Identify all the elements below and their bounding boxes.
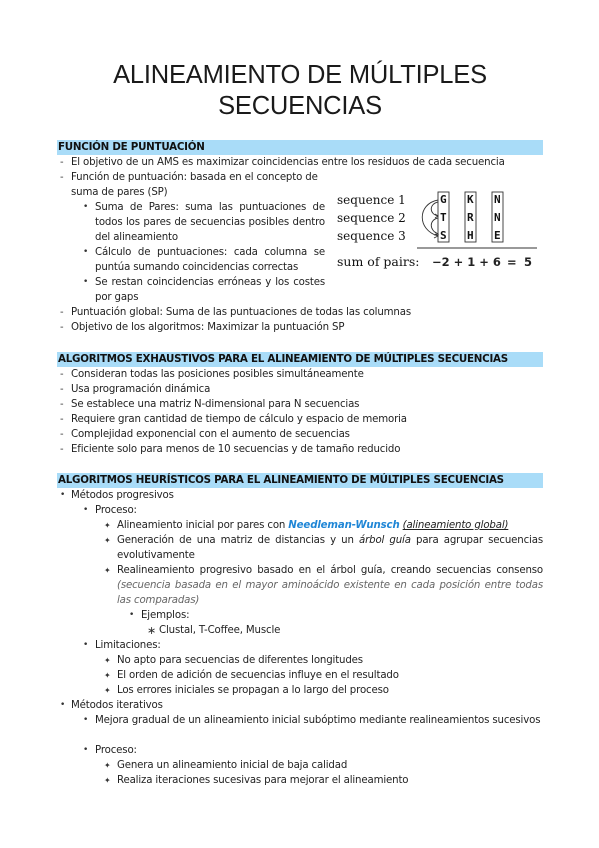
list-item: Suma de Pares: suma las puntuaciones de todos los pares de secuencias posibles dentro del alineamiento: [95, 202, 325, 243]
residue: N: [494, 211, 501, 224]
list-item: Cálculo de puntuaciones: cada columna se puntúa sumando coincidencias correctas: [95, 247, 325, 273]
bullet-dash-icon: -: [60, 157, 64, 168]
bullet-asterisk-icon: ∗: [147, 624, 157, 637]
global-alignment-note: (alineamiento global): [402, 520, 509, 531]
list-item: Limitaciones:: [95, 640, 161, 651]
text-span: para agrupar secuencias evolutivamente: [117, 535, 543, 561]
sequence-label: sequence 3: [337, 229, 406, 243]
sum-of-pairs-figure: [337, 190, 547, 280]
residue: R: [467, 211, 474, 224]
list-item: Métodos iterativos: [71, 700, 163, 711]
list-item: Realiza iteraciones sucesivas para mejorar el alineamiento: [117, 775, 409, 786]
list-item: Se establece una matriz N-dimensional para N secuencias: [71, 399, 360, 410]
bullet-diamond-icon: ✦: [104, 686, 111, 695]
list-item: Requiere gran cantidad de tiempo de cálculo y espacio de memoria: [71, 414, 407, 425]
list-item: Objetivo de los algoritmos: Maximizar la puntuación SP: [71, 322, 345, 333]
bullet-dot-icon: •: [83, 745, 89, 755]
list-item: [117, 518, 508, 533]
text-span: Realineamiento progresivo basado en el árbol guía, creando secuencias consenso: [117, 565, 543, 576]
bullet-dot-icon: •: [83, 277, 89, 287]
bullet-dot-icon: •: [60, 490, 66, 500]
bullet-dash-icon: -: [60, 307, 64, 318]
text-span: Generación de una matriz de distancias y un: [117, 535, 359, 546]
bullet-dash-icon: -: [60, 444, 64, 455]
title-line-1: ALINEAMIENTO DE MÚLTIPLES: [113, 61, 487, 89]
bullet-dash-icon: -: [60, 172, 64, 183]
bullet-dash-icon: -: [60, 414, 64, 425]
list-item: No apto para secuencias de diferentes longitudes: [117, 655, 363, 666]
consensus-note: (secuencia basada en el mayor aminoácido existente en cada posición entre todas las comparadas): [117, 580, 543, 606]
bullet-dot-icon: •: [83, 640, 89, 650]
bullet-diamond-icon: ✦: [104, 761, 111, 770]
list-item: Complejidad exponencial con el aumento de secuencias: [71, 429, 350, 440]
list-item: [117, 563, 543, 608]
list-item: El orden de adición de secuencias influye en el resultado: [117, 670, 399, 681]
list-item: Consideran todas las posiciones posibles simultáneamente: [71, 369, 364, 380]
sum-of-pairs-label: sum of pairs:: [337, 254, 420, 269]
bullet-dot-icon: •: [83, 247, 89, 257]
residue: E: [494, 229, 501, 242]
bullet-diamond-icon: ✦: [104, 521, 111, 530]
residue: N: [494, 193, 501, 206]
list-item: Función de puntuación: basada en el concepto de: [71, 172, 318, 183]
bullet-dot-icon: •: [129, 610, 135, 620]
guide-tree-term: árbol guía: [359, 535, 411, 546]
residue: G: [440, 193, 447, 206]
list-item: Proceso:: [95, 745, 137, 756]
equals-sign: =: [507, 255, 517, 269]
needleman-wunsch-term: Needleman-Wunsch: [288, 520, 400, 531]
list-item: suma de pares (SP): [71, 187, 168, 198]
section-heading-heuristic: ALGORITMOS HEURÍSTICOS PARA EL ALINEAMIENTO DE MÚLTIPLES SECUENCIAS: [57, 473, 543, 488]
sequence-label: sequence 1: [337, 193, 406, 207]
list-item: Genera un alineamiento inicial de baja calidad: [117, 760, 348, 771]
residue: T: [440, 211, 447, 224]
list-item: Usa programación dinámica: [71, 384, 211, 395]
bullet-diamond-icon: ✦: [104, 566, 111, 575]
bullet-dash-icon: -: [60, 322, 64, 333]
bullet-dot-icon: •: [60, 700, 66, 710]
bullet-dot-icon: •: [83, 202, 89, 212]
sequence-label: sequence 2: [337, 211, 406, 225]
bullet-diamond-icon: ✦: [104, 536, 111, 545]
sum-expression: −2 + 1 + 6: [432, 255, 501, 269]
text-span: Alineamiento inicial por pares con: [117, 520, 289, 531]
list-item: El objetivo de un AMS es maximizar coincidencias entre los residuos de cada secuencia: [71, 157, 505, 168]
document-title: [57, 60, 543, 122]
bullet-dot-icon: •: [83, 505, 89, 515]
bullet-dash-icon: -: [60, 384, 64, 395]
bullet-dash-icon: -: [60, 429, 64, 440]
section-heading-exhaustive: ALGORITMOS EXHAUSTIVOS PARA EL ALINEAMIENTO DE MÚLTIPLES SECUENCIAS: [57, 352, 543, 367]
list-item: Eficiente solo para menos de 10 secuencias y de tamaño reducido: [71, 444, 401, 455]
residue: H: [467, 229, 474, 242]
list-item: Puntuación global: Suma de las puntuaciones de todas las columnas: [71, 307, 411, 318]
sum-result: 5: [524, 255, 533, 269]
bullet-dash-icon: -: [60, 369, 64, 380]
residue: S: [440, 229, 447, 242]
bullet-diamond-icon: ✦: [104, 776, 111, 785]
bullet-diamond-icon: ✦: [104, 656, 111, 665]
list-item: Se restan coincidencias erróneas y los costes por gaps: [95, 277, 325, 303]
bullet-diamond-icon: ✦: [104, 671, 111, 680]
list-item: Los errores iniciales se propagan a lo largo del proceso: [117, 685, 389, 696]
list-item: Métodos progresivos: [71, 490, 174, 501]
residue: K: [467, 193, 474, 206]
title-line-2: SECUENCIAS: [218, 92, 382, 120]
bullet-dash-icon: -: [60, 399, 64, 410]
section-heading-scoring: FUNCIÓN DE PUNTUACIÓN: [57, 140, 543, 155]
list-item: [117, 533, 543, 563]
list-item: Mejora gradual de un alineamiento inicial subóptimo mediante realineamientos sucesivos: [95, 715, 541, 726]
list-item: Proceso:: [95, 505, 137, 516]
list-item: Ejemplos:: [141, 610, 190, 621]
bullet-dot-icon: •: [83, 715, 89, 725]
list-item: Clustal, T-Coffee, Muscle: [159, 625, 281, 636]
